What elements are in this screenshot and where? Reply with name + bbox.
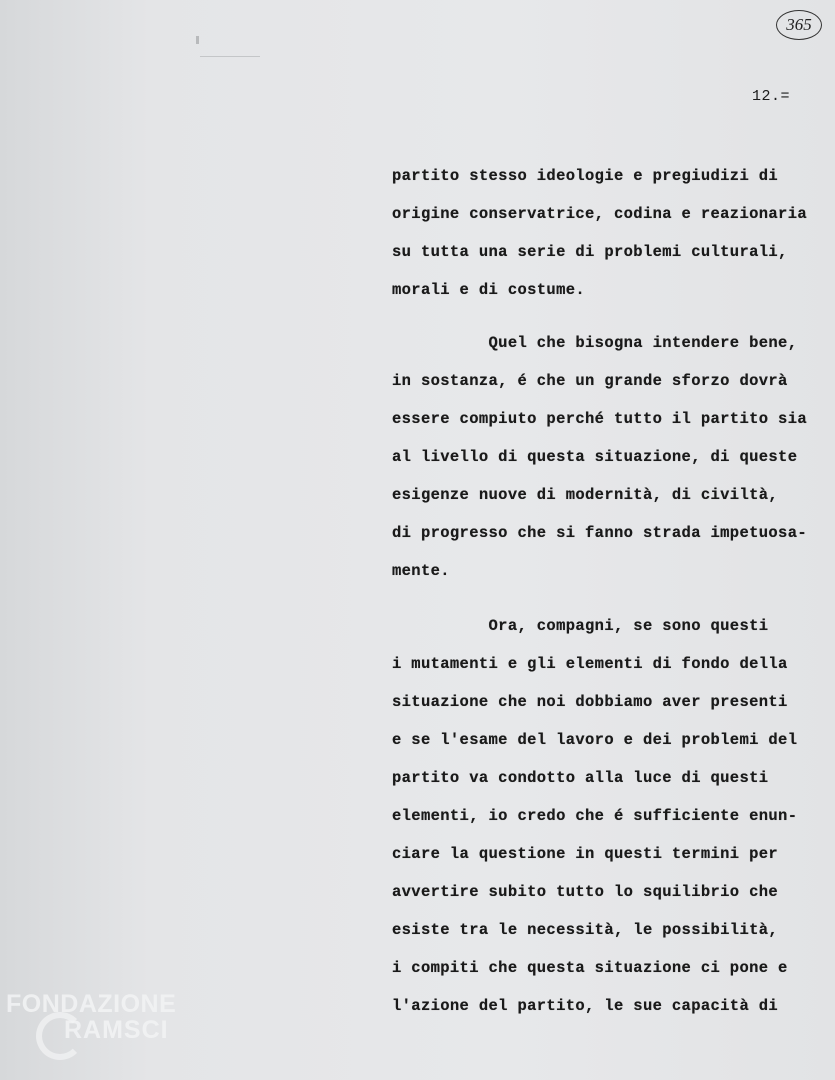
text-line: in sostanza, é che un grande sforzo dovrà	[392, 372, 788, 390]
text-line: elementi, io credo che é sufficiente enun-	[392, 807, 798, 825]
text-line: ciare la questione in questi termini per	[392, 845, 779, 863]
text-line: al livello di questa situazione, di queste	[392, 448, 798, 466]
archive-stamp: 365	[776, 10, 822, 40]
text-line: e se l'esame del lavoro e dei problemi del	[392, 731, 798, 749]
text-line: morali e di costume.	[392, 281, 586, 299]
text-line: su tutta una serie di problemi culturali,	[392, 243, 788, 261]
text-line: esiste tra le necessità, le possibilità,	[392, 921, 779, 939]
watermark-line-1: FONDAZIONE	[6, 990, 177, 1018]
text-line: origine conservatrice, codina e reazionaria	[392, 205, 808, 223]
text-line: partito va condotto alla luce di questi	[392, 769, 769, 787]
text-line: avvertire subito tutto lo squilibrio che	[392, 883, 779, 901]
text-line: mente.	[392, 562, 450, 580]
text-line: Ora, compagni, se sono questi	[392, 617, 769, 635]
text-line: di progresso che si fanno strada impetuosa-	[392, 524, 808, 542]
text-line: essere compiuto perché tutto il partito sia	[392, 410, 808, 428]
text-line: i compiti che questa situazione ci pone e	[392, 959, 788, 977]
text-line: esigenze nuove di modernità, di civiltà,	[392, 486, 779, 504]
text-line: l'azione del partito, le sue capacità di	[392, 997, 779, 1015]
page-number: 12.=	[752, 88, 791, 105]
text-line: partito stesso ideologie e pregiudizi di	[392, 167, 779, 185]
page-rule	[200, 56, 260, 57]
watermark-line-2: RAMSCI	[64, 1016, 169, 1044]
fondazione-gramsci-watermark	[6, 990, 206, 1070]
text-line: situazione che noi dobbiamo aver presenti	[392, 693, 788, 711]
page-mark	[196, 36, 199, 44]
text-line: Quel che bisogna intendere bene,	[392, 334, 798, 352]
text-line: i mutamenti e gli elementi di fondo della	[392, 655, 788, 673]
